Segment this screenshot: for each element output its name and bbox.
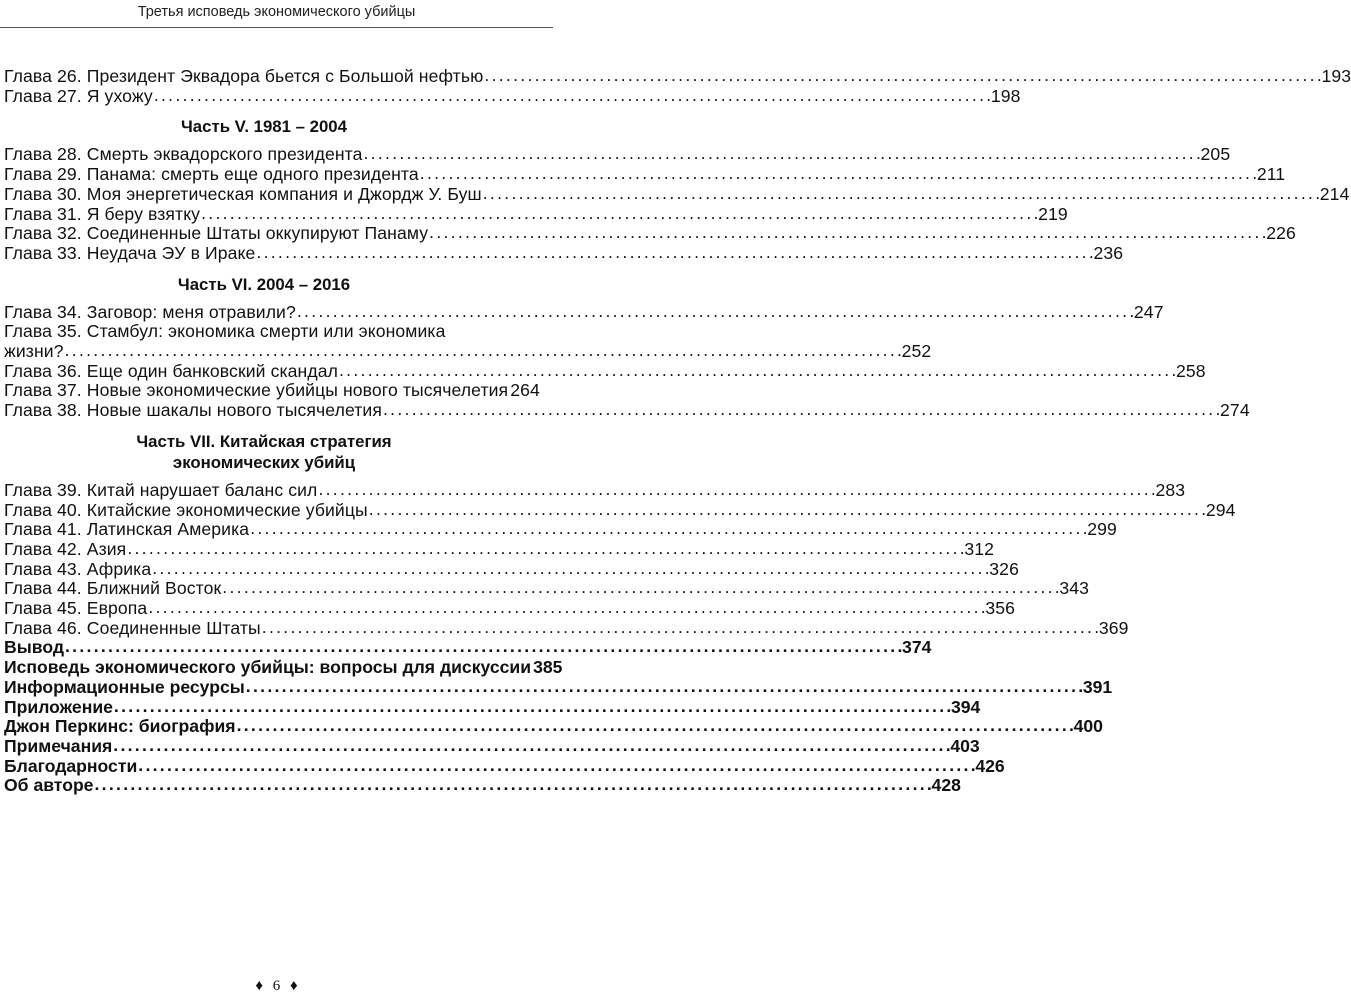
dot-leader [483, 184, 1319, 204]
toc-entry-title: Примечания [4, 735, 113, 756]
part-heading [4, 106, 524, 145]
toc-entry-title: Глава 31. Я беру взятку [4, 203, 201, 224]
toc-entry-title: Глава 46. Соединенные Штаты [4, 617, 261, 638]
part-heading [4, 264, 524, 303]
toc-entry-title: Об авторе [4, 775, 94, 796]
toc-entry-page: 400 [1073, 716, 1103, 737]
toc-entry-page: 294 [1205, 499, 1236, 520]
toc-entry [4, 66, 1351, 87]
toc-entry-page: 369 [1098, 617, 1129, 638]
page-number: 6 [272, 978, 281, 994]
toc-entry [4, 164, 1286, 185]
dot-leader [262, 618, 1098, 638]
toc-entry [4, 519, 1117, 540]
toc-entry-title: Джон Перкинс: биография [4, 716, 236, 737]
toc-entry-page: 403 [950, 735, 980, 756]
toc-entry-title: Приложение [4, 696, 113, 717]
dot-leader [256, 243, 1092, 263]
toc-entry [4, 301, 1164, 323]
toc-entry-title: Глава 37. Новые экономические убийцы нового тысячелетия [4, 380, 509, 401]
dot-leader [65, 637, 901, 657]
toc-entry-page: 299 [1087, 519, 1117, 540]
toc-entry-page: 258 [1176, 360, 1206, 381]
toc-entry-title: Глава 32. Соединенные Штаты оккупируют Панаму [4, 223, 429, 244]
toc-entry-page: 283 [1155, 479, 1186, 500]
toc-entry-title: Глава 36. Еще один банковский скандал [4, 360, 338, 381]
toc-entry [4, 775, 961, 796]
dot-leader [246, 677, 1082, 697]
diamond-ornament-icon: ♦ [290, 978, 298, 994]
toc-entry [4, 676, 1113, 698]
part-heading-line: Часть VI. 2004 – 2016 [177, 274, 351, 294]
toc-entry-page: 214 [1319, 183, 1350, 204]
toc-entry [4, 183, 1350, 205]
toc-entry [4, 657, 563, 678]
toc-entry [4, 360, 1206, 382]
toc-entry-title: Глава 38. Новые шакалы нового тысячелетия [4, 400, 382, 421]
toc-entry [4, 637, 932, 658]
toc-entry-title: Глава 43. Африка [4, 558, 152, 579]
running-title: Третья исповедь экономического убийцы [137, 4, 416, 20]
dot-leader [318, 480, 1154, 500]
toc-entry-page: 247 [1133, 301, 1164, 322]
dot-leader [114, 697, 950, 717]
toc-entry [4, 223, 1296, 244]
toc-entry-title: Глава 26. Президент Эквадора бьется с Большой нефтью [4, 66, 484, 86]
toc-entry-page: 326 [989, 558, 1019, 579]
diamond-ornament-icon: ♦ [255, 978, 263, 994]
toc-entry-title: Глава 45. Европа [4, 598, 148, 619]
dot-leader [148, 598, 984, 618]
toc-entry-title-continued: жизни? [4, 341, 64, 362]
toc-entry-page: 252 [901, 341, 932, 362]
dot-leader [420, 164, 1256, 184]
toc-entry-title: Глава 42. Азия [4, 538, 127, 559]
toc-entry-page: 236 [1093, 242, 1124, 263]
toc-entry-page: 205 [1200, 144, 1231, 165]
toc-entry-page: 193 [1321, 66, 1351, 86]
toc-entry-title: Глава 35. Стамбул: экономика смерти или экономика [4, 321, 446, 342]
toc-entry-title: Глава 29. Панама: смерть еще одного президента [4, 164, 419, 185]
dot-leader [484, 66, 1320, 86]
dot-leader [383, 400, 1219, 420]
dot-leader [152, 559, 988, 579]
toc-entry-page: 426 [975, 755, 1005, 776]
toc-entry [4, 735, 980, 757]
dot-leader [113, 736, 949, 756]
dot-leader [339, 361, 1175, 381]
dot-leader [364, 144, 1200, 164]
toc-entry-title: Исповедь экономического убийцы: вопросы для дискуссии [4, 657, 532, 678]
dot-leader [369, 500, 1205, 520]
toc-entry [4, 85, 1021, 107]
toc-entry-page: 226 [1266, 223, 1296, 244]
part-heading-line: Часть VII. Китайская стратегия [136, 431, 392, 451]
part-heading [4, 421, 524, 481]
toc-entry [4, 321, 932, 362]
toc-entry-page: 374 [902, 637, 932, 658]
toc-entry-page: 394 [950, 696, 981, 717]
toc-entry [4, 538, 995, 560]
dot-leader [429, 223, 1265, 243]
part-heading-line: Часть V. 1981 – 2004 [181, 117, 347, 137]
dot-leader [138, 756, 974, 776]
toc-entry-title: Благодарности [4, 755, 138, 776]
toc-entry-page: 385 [533, 657, 563, 678]
part-heading-line: экономических убийц [172, 452, 356, 472]
toc-entry [4, 242, 1124, 264]
toc-entry [4, 598, 1016, 619]
toc-entry-page: 274 [1220, 400, 1250, 421]
toc-entry-page: 211 [1256, 164, 1286, 185]
toc-entry-page: 391 [1082, 676, 1113, 697]
dot-leader [222, 578, 1058, 598]
dot-leader [65, 341, 901, 361]
toc-entry-page: 312 [964, 538, 995, 559]
toc-entry-title: Вывод [4, 637, 64, 658]
toc-entry-title: Глава 34. Заговор: меня отравили? [4, 301, 296, 322]
toc-entry-page: 264 [510, 380, 540, 401]
toc-entry-title: Глава 44. Ближний Восток [4, 578, 222, 599]
toc-entry-title: Глава 41. Латинская Америка [4, 519, 250, 540]
toc-entry-title: Глава 39. Китай нарушает баланс сил [4, 479, 318, 500]
dot-leader [297, 302, 1133, 322]
toc-entry-title: Глава 40. Китайские экономические убийцы [4, 499, 368, 520]
dot-leader [127, 539, 963, 559]
header-rule [0, 27, 553, 28]
dot-leader [154, 86, 990, 106]
toc-entry-page: 219 [1038, 203, 1068, 224]
toc-entry-title: Информационные ресурсы [4, 676, 245, 697]
toc-entry-page: 198 [990, 85, 1021, 106]
dot-leader [250, 519, 1086, 539]
toc-entry-page: 428 [931, 775, 961, 796]
page-footer [0, 978, 553, 995]
toc-entry-page: 356 [985, 598, 1016, 619]
toc-entry-page: 343 [1059, 578, 1089, 599]
dot-leader [94, 775, 930, 795]
toc-entry-title: Глава 28. Смерть эквадорского президента [4, 144, 363, 165]
toc-entry-title: Глава 30. Моя энергетическая компания и Джордж У. Буш [4, 183, 482, 204]
dot-leader [201, 204, 1037, 224]
toc-entry [4, 400, 1250, 421]
toc-entry-title: Глава 33. Неудача ЭУ в Ираке [4, 242, 256, 263]
table-of-contents [4, 66, 1351, 796]
toc-entry-title: Глава 27. Я ухожу [4, 85, 153, 106]
toc-entry [4, 479, 1186, 501]
dot-leader [237, 716, 1073, 736]
